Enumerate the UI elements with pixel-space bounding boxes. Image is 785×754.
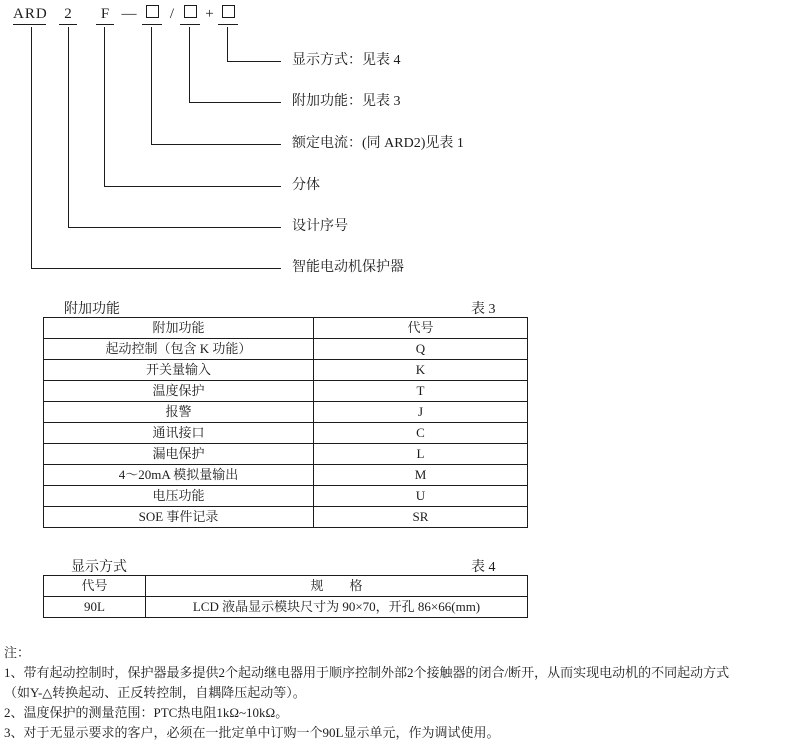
code-label-protector: 智能电动机保护器 xyxy=(292,260,404,275)
table4-header-spec: 规 格 xyxy=(146,576,528,597)
note-line: 3、对于无显示要求的客户，必须在一批定单中订购一个90L显示单元，作为调试使用。 xyxy=(4,725,500,740)
code-cell: K xyxy=(314,360,528,381)
table3-additional-functions xyxy=(43,317,528,528)
feature-cell: 4～20mA 模拟量输出 xyxy=(44,465,314,486)
code-separator-plus: + xyxy=(205,6,214,22)
table3-header-code: 代号 xyxy=(314,318,528,339)
notes-section xyxy=(4,643,729,743)
code-field-add-function xyxy=(180,5,200,25)
code-separator-dash: — xyxy=(121,6,137,22)
table-row xyxy=(44,507,528,528)
code-cell: 90L xyxy=(44,597,146,618)
code-cell: C xyxy=(314,423,528,444)
feature-cell: 通讯接口 xyxy=(44,423,314,444)
note-line: 1、带有起动控制时，保护器最多提供2个起动继电器用于顺序控制外部2个接触器的闭合/断开，从而实现电动机的不同起动方式 xyxy=(4,665,730,680)
table-row xyxy=(44,402,528,423)
table-row xyxy=(44,360,528,381)
table-row xyxy=(44,339,528,360)
code-cell: J xyxy=(314,402,528,423)
feature-cell: 报警 xyxy=(44,402,314,423)
code-cell: U xyxy=(314,486,528,507)
placeholder-box-icon xyxy=(184,5,197,18)
code-field-rated-current xyxy=(142,5,162,25)
note-line: （如Y-△转换起动、正反转控制，自耦降压起动等）。 xyxy=(4,685,306,700)
code-label-add-function: 附加功能：见表 3 xyxy=(292,94,401,109)
table3-tag: 表 3 xyxy=(471,302,496,317)
table-row xyxy=(44,423,528,444)
table4-header-code: 代号 xyxy=(44,576,146,597)
table-row xyxy=(44,444,528,465)
table3-header-row xyxy=(44,318,528,339)
feature-cell: 电压功能 xyxy=(44,486,314,507)
feature-cell: 温度保护 xyxy=(44,381,314,402)
table4-display-mode xyxy=(43,575,528,618)
table-row xyxy=(44,465,528,486)
table4-title: 显示方式 xyxy=(71,560,127,575)
table3-header-feature: 附加功能 xyxy=(44,318,314,339)
spec-cell: LCD 液晶显示模块尺寸为 90×70，开孔 86×66(mm) xyxy=(146,597,528,618)
feature-cell: 起动控制（包含 K 功能） xyxy=(44,339,314,360)
code-cell: SR xyxy=(314,507,528,528)
feature-cell: SOE 事件记录 xyxy=(44,507,314,528)
placeholder-box-icon xyxy=(146,5,159,18)
code-label-rated-current: 额定电流：(同 ARD2)见表 1 xyxy=(292,136,464,151)
code-field-display-mode xyxy=(218,5,238,25)
table-row xyxy=(44,486,528,507)
table-row xyxy=(44,597,528,618)
feature-cell: 开关量输入 xyxy=(44,360,314,381)
code-label-display-mode: 显示方式：见表 4 xyxy=(292,53,401,68)
code-cell: Q xyxy=(314,339,528,360)
code-separator-slash: / xyxy=(169,6,175,22)
note-line: 2、温度保护的测量范围：PTC热电阻1kΩ~10kΩ。 xyxy=(4,705,289,720)
feature-cell: 漏电保护 xyxy=(44,444,314,465)
code-part-split: F xyxy=(96,5,114,25)
code-part-series: 2 xyxy=(59,5,77,25)
code-label-split: 分体 xyxy=(292,178,320,193)
code-cell: M xyxy=(314,465,528,486)
table4-tag: 表 4 xyxy=(471,560,496,575)
connector-line-protector xyxy=(31,27,281,269)
table3-title: 附加功能 xyxy=(64,302,120,317)
placeholder-box-icon xyxy=(222,5,235,18)
code-cell: T xyxy=(314,381,528,402)
table-row xyxy=(44,381,528,402)
notes-heading: 注： xyxy=(4,645,31,660)
code-part-prefix: ARD xyxy=(13,5,46,25)
code-label-series: 设计序号 xyxy=(292,219,348,234)
table4-header-row xyxy=(44,576,528,597)
code-cell: L xyxy=(314,444,528,465)
